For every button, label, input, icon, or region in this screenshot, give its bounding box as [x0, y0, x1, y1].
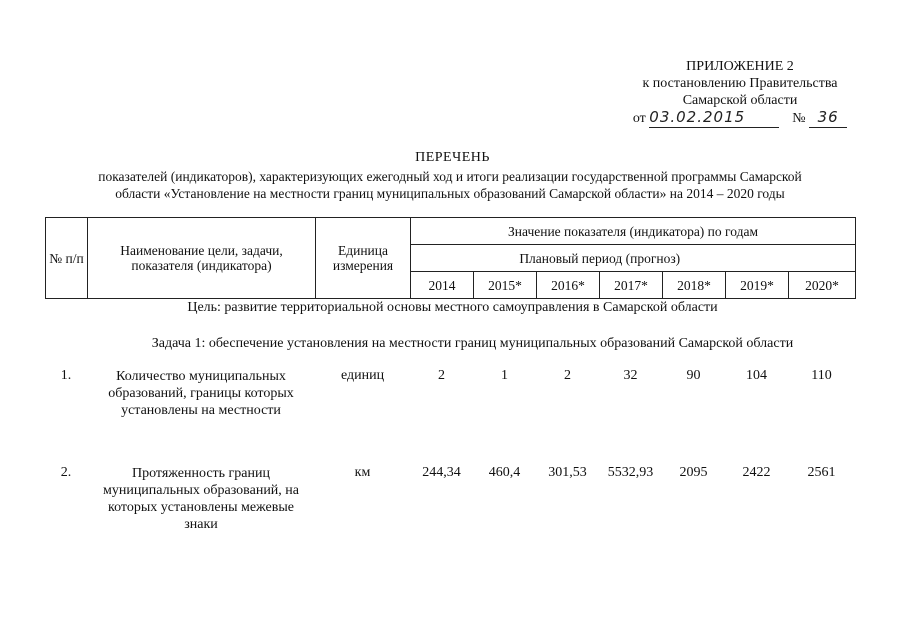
appendix-date-line: [610, 109, 870, 128]
header-year: 2019*: [726, 272, 789, 299]
row-name: Протяженность границ муниципальных образований, на которых установлены межевые знаки: [102, 466, 300, 532]
row-name: Количество муниципальных образований, границы которых установлены на местности: [108, 369, 294, 418]
header-num: № п/п: [46, 218, 88, 299]
row-value-2015: 460,4: [488, 465, 521, 480]
indicator-table-header: [45, 217, 856, 299]
row-value-2018: 2095: [679, 465, 708, 480]
row-value-2020: 2561: [807, 465, 836, 480]
header-name: Наименование цели, задачи, показателя (индикатора): [88, 218, 316, 299]
subtitle-line-1: показателей (индикаторов), характеризующих ежегодный ход и итоги реализации государственной программы Самарской: [98, 169, 802, 184]
document-title: ПЕРЕЧЕНЬ: [415, 150, 490, 165]
row-value-2019: 2422: [742, 465, 771, 480]
header-year: 2016*: [537, 272, 600, 299]
header-year: 2015*: [474, 272, 537, 299]
header-unit: Единица измерения: [316, 218, 411, 299]
row-value-2018: 90: [686, 368, 701, 383]
subtitle-line-2: области «Установление на местности границ муниципальных образований Самарской области» на 2014 – 2020 годы: [115, 186, 785, 201]
goal-heading: Цель: развитие территориальной основы местного самоуправления в Самарской области: [187, 300, 718, 315]
header-year: 2014: [411, 272, 474, 299]
number-prefix: №: [792, 111, 806, 126]
number-field: [809, 109, 847, 128]
row-value-2014: 244,34: [422, 465, 461, 480]
appendix-resolution: к постановлению Правительства: [642, 76, 838, 91]
row-value-2017: 5532,93: [607, 465, 654, 480]
appendix-block: [610, 58, 870, 128]
task-heading: Задача 1: обеспечение установления на местности границ муниципальных образований Самарской области: [151, 336, 794, 351]
row-value-2016: 2: [564, 368, 571, 383]
row-value-2015: 1: [501, 368, 508, 383]
appendix-region: Самарской области: [682, 93, 798, 108]
row-unit: единиц: [340, 368, 385, 383]
header-plan-period: Плановый период (прогноз): [411, 245, 789, 272]
header-plan-period-end: [789, 245, 856, 272]
header-year: 2020*: [789, 272, 856, 299]
appendix-title: ПРИЛОЖЕНИЕ 2: [686, 59, 794, 74]
header-values-group: Значение показателя (индикатора) по годам: [411, 218, 856, 245]
row-value-2014: 2: [438, 368, 445, 383]
row-number: 1.: [60, 368, 72, 383]
row-value-2020: 110: [811, 368, 832, 383]
row-number: 2.: [60, 465, 72, 480]
handwritten-date: 03.02.2015: [649, 108, 746, 126]
handwritten-number: 36: [817, 108, 839, 126]
row-value-2017: 32: [623, 368, 638, 383]
document-subtitle: [40, 168, 860, 202]
row-unit: км: [354, 465, 371, 480]
date-field: [649, 109, 779, 128]
header-year: 2018*: [663, 272, 726, 299]
row-value-2019: 104: [746, 368, 767, 383]
row-value-2016: 301,53: [548, 465, 587, 480]
date-prefix: от: [632, 111, 646, 126]
header-year: 2017*: [600, 272, 663, 299]
